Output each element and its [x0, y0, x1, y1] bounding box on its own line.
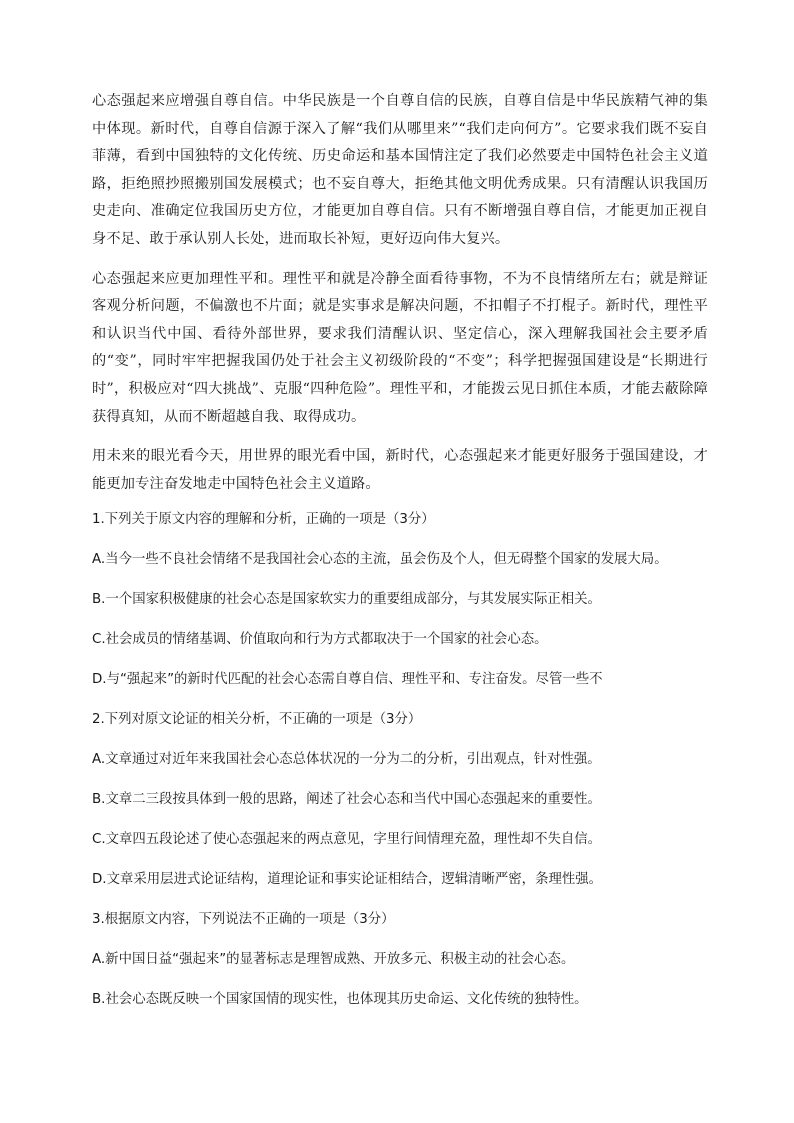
question-1	[92, 511, 708, 689]
question-2-option-c: C.文章四五段论述了使心态强起来的两点意见，字里行间情理充盈，理性却不失自信。	[92, 832, 602, 848]
question-1-option-d: D.与“强起来”的新时代匹配的社会心态需自尊自信、理性平和、专注奋发。尽管一些不	[92, 672, 603, 688]
question-1-option-b: B.一个国家积极健康的社会心态是国家软实力的重要组成部分，与其发展实际正相关。	[92, 592, 601, 608]
question-1-option-c: C.社会成员的情绪基调、价值取向和行为方式都取决于一个国家的社会心态。	[92, 632, 548, 648]
question-3-stem: 3.根据原文内容，下列说法不正确的一项是（3分）	[92, 912, 395, 928]
question-2-option-a: A.文章通过对近年来我国社会心态总体状况的一分为二的分析，引出观点，针对性强。	[92, 752, 601, 768]
passage-paragraph-1: 心态强起来应增强自尊自信。中华民族是一个自尊自信的民族，自尊自信是中华民族精气神的集中体现。新时代，自尊自信源于深入了解“我们从哪里来”“我们走向何方”。它要求我们既不妄自菲薄，看到中国独特的文化传统、历史命运和基本国情注定了我们必然要走中国特色社会主义道路，拒绝照抄照搬别国发展模式；也不妄自尊大，拒绝其他文明优秀成果。只有清醒认识我国历史走向、准确定位我国历史方位，才能更加自尊自信。只有不断增强自尊自信，才能更加正视自身不足、敢于承认别人长处，进而取长补短，更好迈向伟大复兴。	[92, 93, 708, 247]
question-2-option-b: B.文章二三段按具体到一般的思路，阐述了社会心态和当代中国心态强起来的重要性。	[92, 792, 601, 808]
question-2-stem: 2.下列对原文论证的相关分析，不正确的一项是（3分）	[92, 712, 422, 728]
question-2	[92, 711, 708, 889]
question-3-option-a: A.新中国日益“强起来”的显著标志是理智成熟、开放多元、积极主动的社会心态。	[92, 952, 575, 968]
question-3-option-b: B.社会心态既反映一个国家国情的现实性，也体现其历史命运、文化传统的独特性。	[92, 992, 588, 1008]
question-3	[92, 911, 708, 1009]
document-page	[92, 88, 708, 1031]
question-1-option-a: A.当今一些不良社会情绪不是我国社会心态的主流，虽会伤及个人，但无碍整个国家的发展大局。	[92, 552, 668, 568]
passage-paragraph-3: 用未来的眼光看今天，用世界的眼光看中国，新时代，心态强起来才能更好服务于强国建设，才能更加专注奋发地走中国特色社会主义道路。	[92, 448, 708, 492]
question-2-option-d: D.文章采用层进式论证结构，道理论证和事实论证相结合，逻辑清晰严密，条理性强。	[92, 872, 603, 888]
question-1-stem: 1.下列关于原文内容的理解和分析，正确的一项是（3分）	[92, 512, 435, 528]
passage-paragraph-2: 心态强起来应更加理性平和。理性平和就是冷静全面看待事物，不为不良情绪所左右；就是辩证客观分析问题，不偏激也不片面；就是实事求是解决问题，不扣帽子不打棍子。新时代，理性平和认识当代中国、看待外部世界，要求我们清醒认识、坚定信心，深入理解我国社会主要矛盾的“变”，同时牢牢把握我国仍处于社会主义初级阶段的“不变”；科学把握强国建设是“长期进行时”，积极应对“四大挑战”、克服“四种危险”。理性平和，才能拨云见日抓住本质，才能去蔽除障获得真知，从而不断超越自我、取得成功。	[92, 270, 708, 425]
